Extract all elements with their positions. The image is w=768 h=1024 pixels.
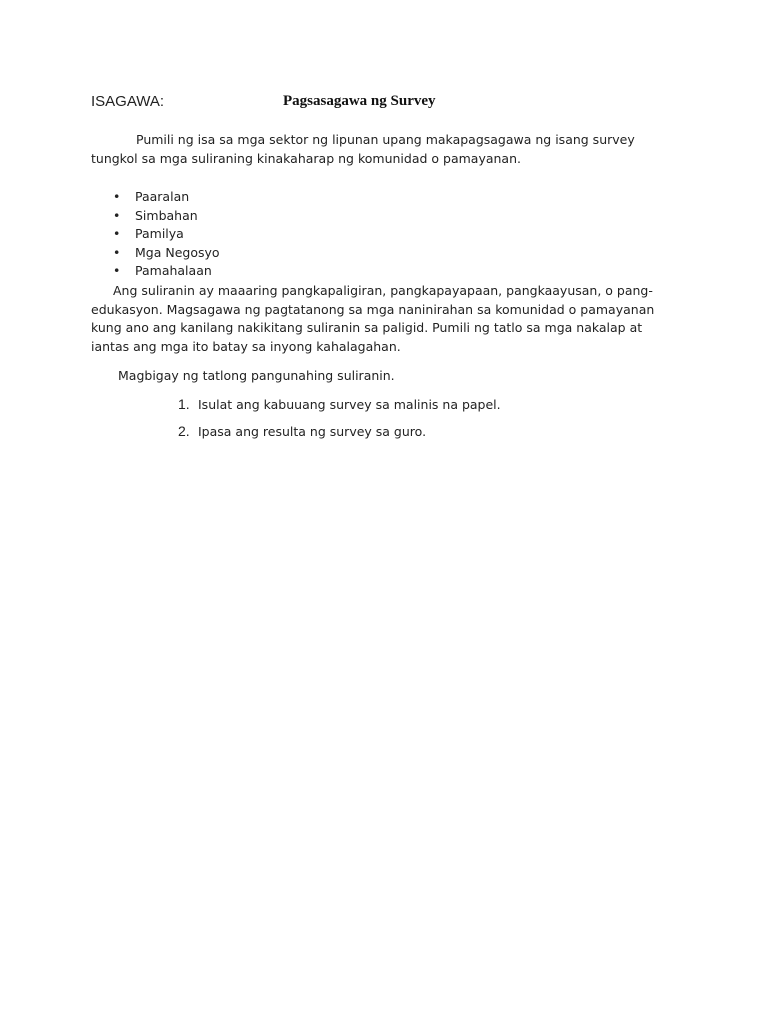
page-title: Pagsasagawa ng Survey: [283, 93, 436, 109]
bullet-icon: •: [113, 263, 121, 279]
section-label: ISAGAWA:: [91, 93, 165, 110]
sector-list: [91, 188, 671, 281]
list-item-label: Mga Negosyo: [135, 244, 220, 260]
list-item: [91, 244, 671, 263]
bullet-icon: •: [113, 189, 121, 204]
list-item: [178, 423, 501, 450]
list-item-label: Simbahan: [135, 207, 198, 223]
intro-paragraph: Pumili ng isa sa mga sektor ng lipunan upang makapagsagawa ng isang survey tungkol sa mga suliraning kinakaharap ng komunidad o pamayanan.: [91, 132, 635, 166]
list-item: [178, 396, 501, 423]
bullet-icon: •: [113, 226, 121, 242]
step-text: Ipasa ang resulta ng survey sa guro.: [198, 424, 427, 439]
step-text: Isulat ang kabuuang survey sa malinis na papel.: [198, 397, 501, 412]
bullet-icon: •: [113, 207, 121, 223]
instruction-text: Magbigay ng tatlong pangunahing suliranin.: [118, 368, 395, 383]
list-item: [91, 207, 671, 226]
list-item-label: Pamilya: [135, 226, 184, 242]
problem-paragraph: Ang suliranin ay maaaring pangkapaligiran, pangkapayapaan, pangkaayusan, o pang-edukasyon. Magsagawa ng pagtatanong sa mga naninirahan sa komunidad o pamayanan kung ano ang kanilang nakikitang suliranin sa paligid. Pumili ng tatlo sa mga nakalap at iantas ang mga ito batay sa inyong kahalagahan.: [91, 283, 655, 354]
step-number: 1.: [178, 396, 190, 412]
bullet-icon: •: [113, 244, 121, 260]
list-item: [91, 188, 671, 207]
step-number: 2.: [178, 423, 190, 439]
list-item: [91, 262, 671, 281]
list-item-label: Pamahalaan: [135, 263, 212, 279]
list-item-label: Paaralan: [135, 189, 190, 204]
list-item: [91, 225, 671, 244]
steps-list: [178, 396, 501, 450]
